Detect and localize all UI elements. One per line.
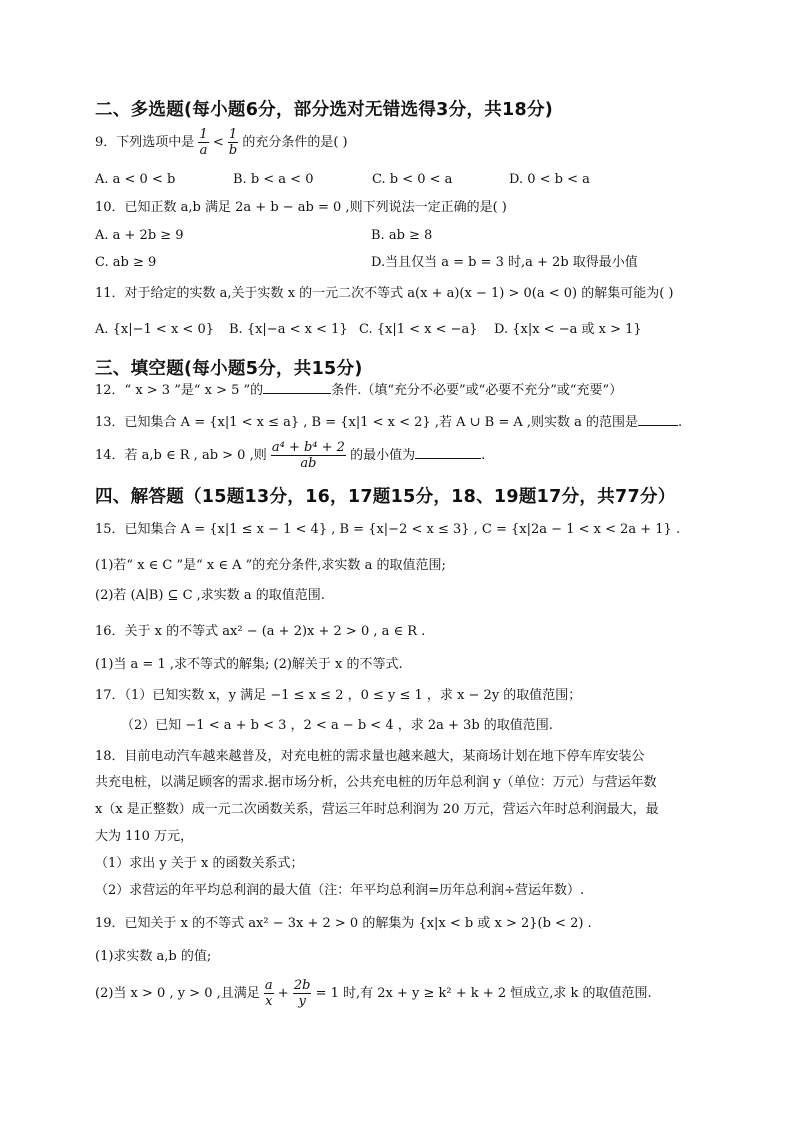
q18-part-1: （1）求出 y 关于 x 的函数关系式；	[95, 856, 304, 871]
q14-period: .	[481, 448, 486, 463]
q17-part-2: （2）已知 −1 < a + b < 3 ，2 < a − b < 4 ，求 2a + 3b 的取值范围.	[121, 718, 553, 733]
question-12	[95, 380, 622, 400]
q9-option-b: B. b < a < 0	[233, 172, 314, 187]
q19-part-2-end: = 1 时,有 2x + y ≥ k² + k + 2 恒成立,求 k 的取值范围.	[315, 986, 652, 1001]
q19-fraction-a-over-x: $\frac{a}{x}$	[264, 978, 273, 1009]
q14-fraction: $\frac{\text{a⁴ + b⁴ + 2}}{ab}$	[271, 440, 345, 471]
q11-option-b: B. {x|−a < x < 1}	[229, 322, 348, 337]
q9-prefix: 9．下列选项中是	[95, 135, 195, 150]
q9-option-d: D. 0 < b < a	[509, 172, 590, 187]
question-19-stem: 19．已知关于 x 的不等式 ax² − 3x + 2 > 0 的解集为 {x|x < b 或 x > 2}(b < 2) .	[95, 916, 592, 931]
question-11-stem: 11．对于给定的实数 a,关于实数 x 的一元二次不等式 a(x + a)(x − 1) > 0(a < 0) 的解集可能为( )	[95, 286, 674, 301]
q15-part-2: (2)若 (A∣B) ⊆ C ,求实数 a 的取值范围.	[95, 588, 325, 603]
q13-period: .	[678, 415, 683, 430]
q12-answer-blank[interactable]	[263, 380, 331, 394]
q9-fraction-1-over-a: $\frac{1}{a}$	[199, 127, 208, 158]
q19-part-1: (1)求实数 a,b 的值;	[95, 949, 212, 964]
q10-option-a: A. a + 2b ≥ 9	[95, 228, 184, 243]
section-title-solutions: 四、解答题（15题13分，16，17题15分，18、19题17分，共77分）	[95, 487, 676, 507]
question-15-stem: 15．已知集合 A = {x|1 ≤ x − 1 < 4} , B = {x|−2 < x ≤ 3} , C = {x|2a − 1 < x < 2a + 1} .	[95, 522, 681, 537]
question-10-stem: 10．已知正数 a,b 满足 2a + b − ab = 0 ,则下列说法一定正确的是( )	[95, 200, 507, 215]
q14-text-end: 的最小值为	[350, 448, 416, 463]
q17-part-1: 17．（1）已知实数 x，y 满足 −1 ≤ x ≤ 2 ，0 ≤ y ≤ 1 ，求 x − 2y 的取值范围；	[95, 688, 582, 703]
q18-line-1: 18．目前电动汽车越来越普及，对充电桩的需求量也越来越大，某商场计划在地下停车库安装公	[95, 749, 645, 764]
q18-line-3: x（x 是正整数）成一元二次函数关系，营运三年时总利润为 20 万元，营运六年时总利润最大，最	[95, 802, 659, 817]
q9-option-a: A. a < 0 < b	[95, 172, 176, 187]
q11-option-d: D. {x|x < −a 或 x > 1}	[494, 322, 642, 337]
q9-option-c: C. b < 0 < a	[372, 172, 453, 187]
q12-text-end: 条件.（填“充分不必要”或“必要不充分”或“充要”）	[331, 383, 623, 398]
q18-part-2: （2）求营运的年平均总利润的最大值（注：年平均总利润=历年总利润÷营运年数）.	[95, 883, 585, 898]
q18-line-2: 共充电桩，以满足顾客的需求.据市场分析，公共充电桩的历年总利润 y（单位：万元）与营运年数	[95, 775, 657, 790]
q11-option-c: C. {x|1 < x < −a}	[359, 322, 478, 337]
q9-suffix: 的充分条件的是( )	[242, 135, 348, 150]
q15-part-1: (1)若“ x ∈ C ”是“ x ∈ A ”的充分条件,求实数 a 的取值范围;	[95, 558, 446, 573]
q18-line-4: 大为 110 万元，	[95, 829, 194, 844]
q13-text: 13．已知集合 A = {x|1 < x ≤ a} , B = {x|1 < x < 2} ,若 A ∪ B = A ,则实数 a 的范围是	[95, 415, 639, 430]
question-16-stem: 16．关于 x 的不等式 ax² − (a + 2)x + 2 > 0 , a ∈ R .	[95, 624, 426, 639]
section-title-multiple-choice: 二、多选题(每小题6分，部分选对无错选得3分，共18分)	[95, 100, 554, 120]
section-title-fill-in: 三、填空题(每小题5分，共15分)	[95, 359, 363, 379]
q11-option-a: A. {x|−1 < x < 0}	[95, 322, 214, 337]
q10-option-d: D.当且仅当 a = b = 3 时,a + 2b 取得最小值	[371, 255, 638, 270]
question-9-stem	[95, 126, 348, 160]
question-14	[95, 439, 485, 473]
q13-answer-blank[interactable]	[638, 412, 678, 426]
q19-part-2	[95, 977, 652, 1011]
q19-plus: +	[277, 986, 289, 1001]
q9-less-than: <	[212, 135, 224, 150]
q9-fraction-1-over-b: $\frac{1}{b}$	[228, 127, 238, 158]
q16-parts: (1)当 a = 1 ,求不等式的解集; (2)解关于 x 的不等式.	[95, 657, 403, 672]
q19-fraction-2b-over-y: $\frac{2b}{y}$	[293, 978, 311, 1009]
q19-part-2-text: (2)当 x > 0 , y > 0 ,且满足	[95, 986, 260, 1001]
q14-text: 14．若 a,b ∈ R , ab > 0 ,则	[95, 448, 267, 463]
q10-option-b: B. ab ≥ 8	[371, 228, 433, 243]
q12-text: 12．“ x > 3 ”是“ x > 5 ”的	[95, 383, 264, 398]
q10-option-c: C. ab ≥ 9	[95, 255, 157, 270]
question-13	[95, 412, 682, 432]
q14-answer-blank[interactable]	[415, 445, 481, 459]
